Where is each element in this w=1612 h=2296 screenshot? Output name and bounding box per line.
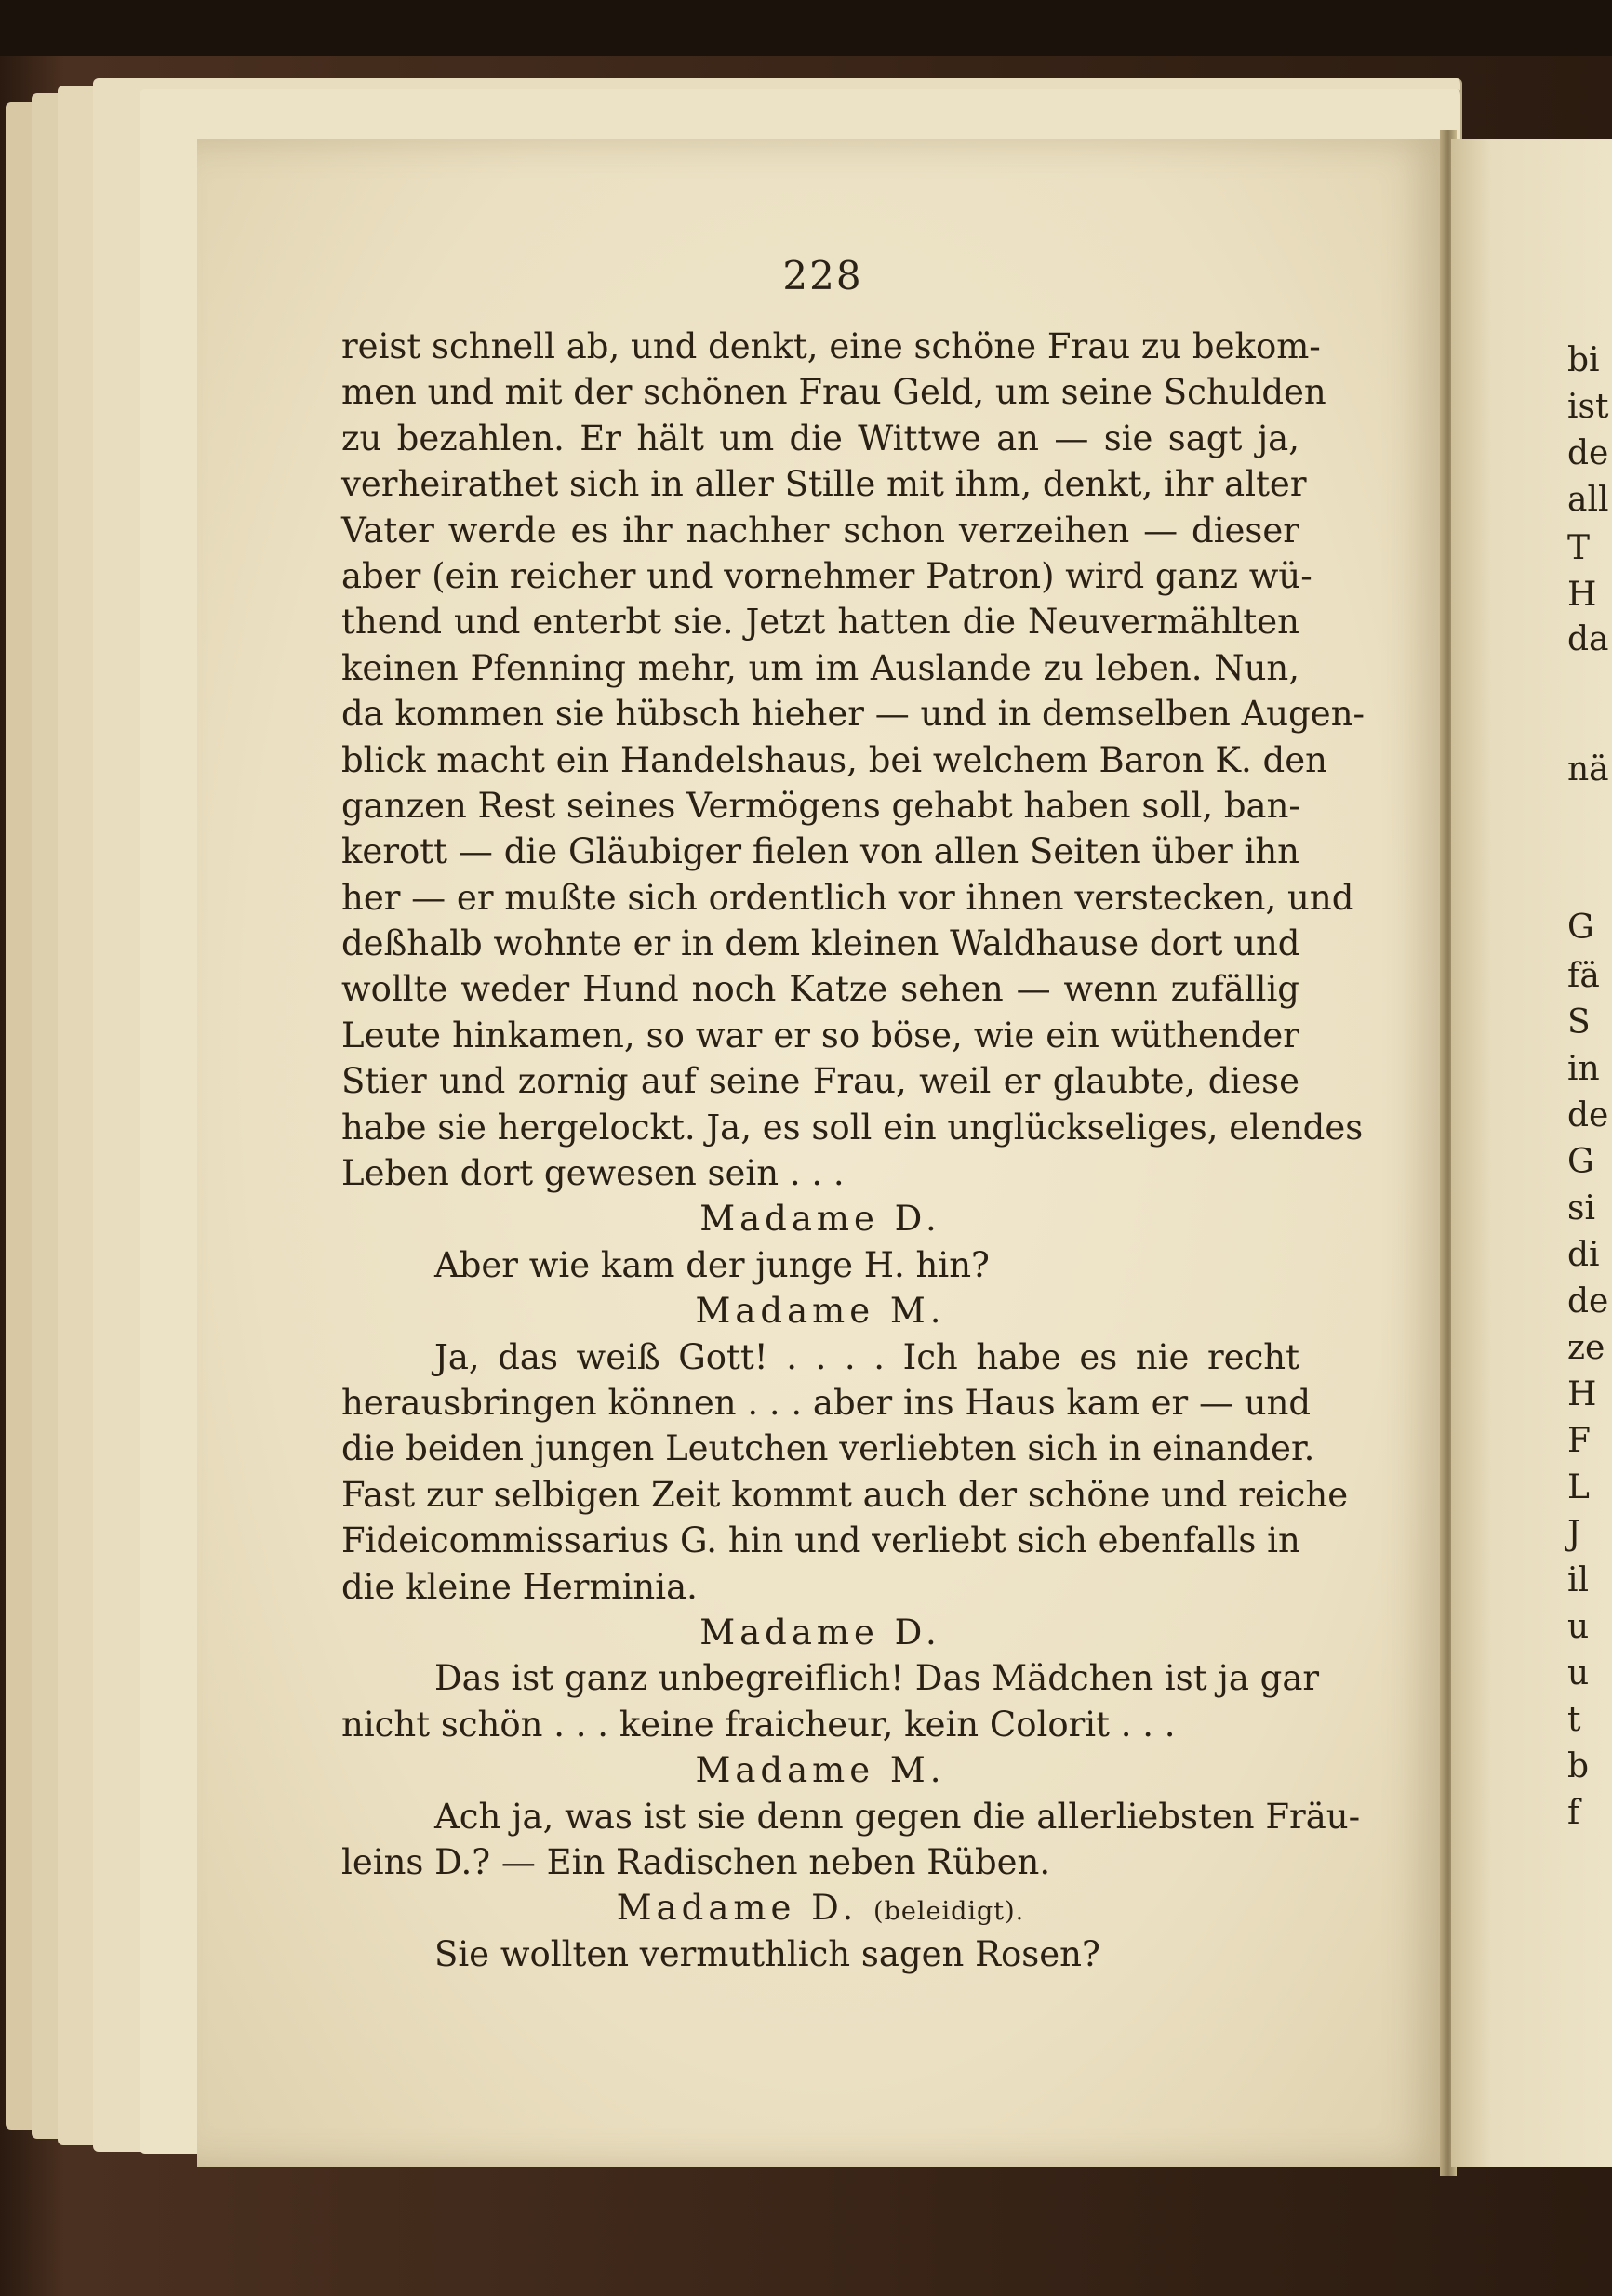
text-line [341, 1564, 1299, 1610]
line-text: Das ist ganz unbegreiflich! Das Mädchen ist ja gar [434, 1658, 1320, 1699]
line-text: Madame D. [616, 1888, 859, 1929]
line-text: da kommen sie hübsch hieher — und in demselben Augen- [341, 694, 1366, 735]
text-line [341, 1058, 1299, 1104]
text-line [341, 645, 1299, 691]
line-text: aber (ein reicher und vornehmer Patron) wird ganz wü- [341, 555, 1312, 596]
text-line [341, 966, 1299, 1012]
next-page-fragment: nä [1567, 750, 1609, 789]
next-page-fragment: T [1567, 529, 1591, 567]
next-page-fragment: de [1567, 434, 1609, 472]
line-text: Madame D. [699, 1199, 941, 1240]
next-page-fragment: S [1567, 1003, 1591, 1042]
text-line [341, 1150, 1299, 1196]
line-text: zu bezahlen. Er hält um die Wittwe an — sie sagt ja, [341, 418, 1299, 458]
next-page-fragment: all [1567, 481, 1609, 519]
line-text: Ja, das weiß Gott! . . . . Ich habe es nie recht [434, 1336, 1299, 1377]
next-page-fragment: bi [1567, 341, 1600, 379]
next-page-fragment: H [1567, 576, 1597, 614]
line-text: verheirathet sich in aller Stille mit ihm, denkt, ihr alter [341, 464, 1307, 505]
line-text: blick macht ein Handelshaus, bei welchem Baron K. den [341, 739, 1327, 780]
page-number: 228 [782, 253, 863, 299]
text-line [341, 1794, 1361, 1839]
next-page-fragment: de [1567, 1096, 1609, 1135]
text-line [341, 416, 1299, 461]
next-page-fragment: in [1567, 1050, 1600, 1088]
line-text: die kleine Herminia. [341, 1566, 698, 1607]
next-page-fragment: di [1567, 1236, 1600, 1274]
text-line [341, 1105, 1364, 1150]
next-page-fragment: da [1567, 620, 1609, 658]
speaker-label [341, 1885, 1299, 1931]
next-page-fragment: t [1567, 1701, 1581, 1739]
text-line [341, 1702, 1299, 1747]
page-text [341, 324, 1366, 1977]
text-line [341, 324, 1321, 369]
text-line [341, 508, 1299, 553]
line-text: Fast zur selbigen Zeit kommt auch der schöne und reiche [341, 1474, 1349, 1515]
next-page-fragment: ist [1567, 388, 1609, 426]
line-text: reist schnell ab, und denkt, eine schöne Frau zu bekom- [341, 326, 1321, 366]
text-line [341, 1242, 1299, 1288]
line-text: ganzen Rest seines Vermögens gehabt haben soll, ban- [341, 785, 1300, 826]
line-text: habe sie hergelockt. Ja, es soll ein unglückseliges, elendes [341, 1107, 1364, 1148]
next-page-fragment: ze [1567, 1329, 1605, 1367]
next-page-fragment: J [1567, 1515, 1581, 1553]
line-text: nicht schön . . . keine fraicheur, kein Colorit . . . [341, 1704, 1176, 1745]
text-line [341, 691, 1366, 737]
stage-direction: (beleidigt). [873, 1897, 1025, 1927]
line-text: Madame M. [695, 1750, 946, 1791]
book-page [197, 139, 1448, 2167]
line-text: Leben dort gewesen sein . . . [341, 1153, 845, 1194]
line-text: Aber wie kam der junge H. hin? [434, 1244, 990, 1285]
line-text: leins D.? — Ein Radischen neben Rüben. [341, 1841, 1051, 1882]
speaker-label [341, 1288, 1299, 1334]
next-page-fragment: F [1567, 1422, 1591, 1460]
speaker-label [341, 1196, 1299, 1241]
next-page-fragment: u [1567, 1608, 1590, 1646]
line-text: wollte weder Hund noch Katze sehen — wenn zufällig [341, 969, 1299, 1010]
next-page-fragment: de [1567, 1282, 1609, 1321]
text-line [341, 737, 1327, 783]
line-text: Leute hinkamen, so war er so böse, wie ein wüthender [341, 1015, 1299, 1055]
line-text: thend und enterbt sie. Jetzt hatten die Neuvermählten [341, 602, 1299, 643]
line-text: die beiden jungen Leutchen verliebten sich in einander. [341, 1428, 1315, 1469]
line-text: Fideicommissarius G. hin und verliebt sich ebenfalls in [341, 1520, 1300, 1561]
line-text: Ach ja, was ist sie denn gegen die allerliebsten Fräu- [434, 1796, 1361, 1837]
next-page-fragment: G [1567, 1143, 1594, 1181]
next-page-fragment: il [1567, 1561, 1590, 1599]
next-page-fragment: u [1567, 1654, 1590, 1692]
text-line [341, 783, 1299, 829]
line-text: kerott — die Gläubiger fielen von allen Seiten über ihn [341, 831, 1299, 872]
text-line [341, 1472, 1349, 1518]
speaker-label [341, 1747, 1299, 1793]
next-page-fragment: H [1567, 1375, 1597, 1413]
next-page-fragment: fä [1567, 957, 1600, 995]
text-line [341, 1931, 1299, 1977]
line-text: her — er mußte sich ordentlich vor ihnen verstecken, und [341, 877, 1354, 918]
line-text: herausbringen können . . . aber ins Haus kam er — und [341, 1382, 1312, 1423]
next-page-fragment: L [1567, 1468, 1590, 1506]
line-text: Madame D. [699, 1612, 941, 1652]
text-line [341, 921, 1299, 966]
text-line [341, 1426, 1315, 1471]
next-page-edge [1451, 139, 1612, 2167]
text-line [341, 1839, 1299, 1885]
text-line [341, 553, 1312, 599]
text-line [341, 1334, 1299, 1380]
text-line [341, 599, 1299, 644]
text-line [341, 1655, 1320, 1701]
next-page-fragment: f [1567, 1794, 1580, 1832]
line-text: keinen Pfenning mehr, um im Auslande zu leben. Nun, [341, 647, 1299, 688]
line-text: Stier und zornig auf seine Frau, weil er glaubte, diese [341, 1061, 1299, 1102]
text-line [341, 829, 1299, 874]
line-text: Madame M. [695, 1291, 946, 1332]
line-text: deßhalb wohnte er in dem kleinen Waldhause dort und [341, 923, 1300, 964]
text-line [341, 1013, 1299, 1058]
text-line [341, 1380, 1312, 1426]
line-text: Sie wollten vermuthlich sagen Rosen? [434, 1933, 1100, 1974]
line-text: Vater werde es ihr nachher schon verzeihen — dieser [341, 510, 1299, 551]
text-line [341, 461, 1307, 507]
next-page-fragment: si [1567, 1189, 1595, 1228]
text-line [341, 1518, 1299, 1563]
text-line [341, 875, 1354, 921]
text-line [341, 369, 1326, 415]
next-page-fragment: G [1567, 909, 1594, 947]
next-page-fragment: b [1567, 1747, 1590, 1785]
speaker-label [341, 1610, 1299, 1655]
line-text: men und mit der schönen Frau Geld, um seine Schulden [341, 372, 1326, 413]
